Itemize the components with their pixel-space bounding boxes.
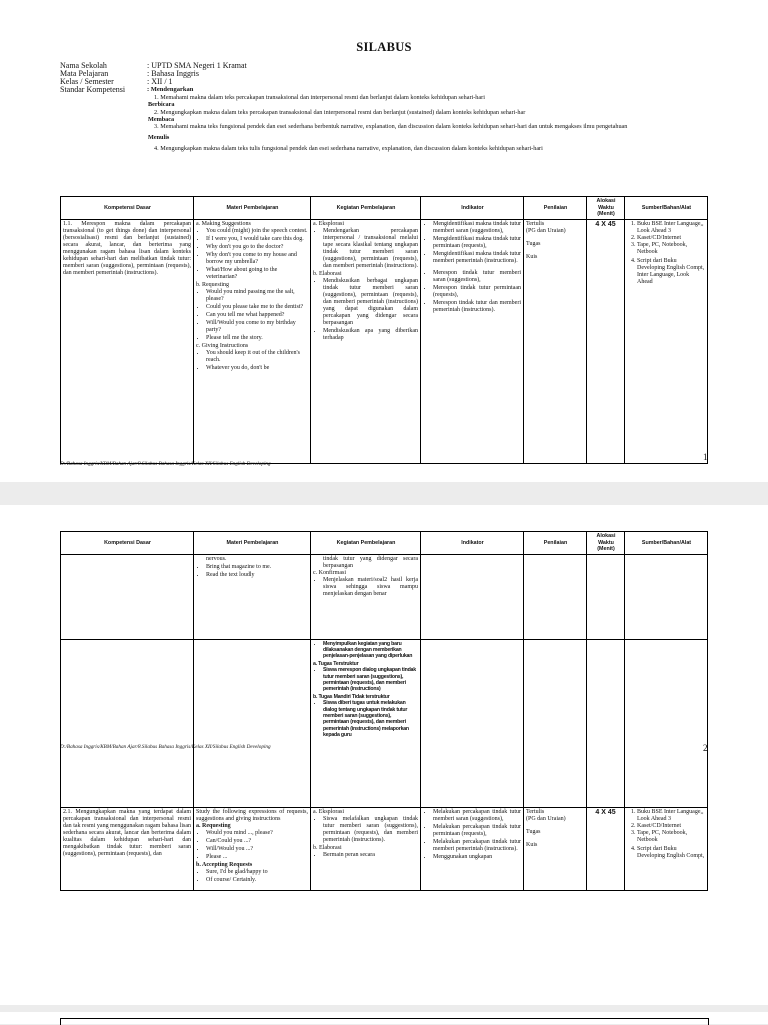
list-item: • Merespon tindak tutur permintaan (requests), [433, 285, 521, 299]
sk-heading-menulis: Menulis [148, 134, 170, 142]
cell-indikator [421, 807, 524, 890]
list-item: • Would you mind ..., please? [206, 830, 308, 837]
materi-intro: Study the following expressions of requests, suggestions and giving instructions [196, 808, 308, 822]
cell-kd [61, 554, 194, 639]
list-item: • Menyimpulkan kegiatan yang baru dilaksanakan dengan memberikan penjelasan-penjelasan yang diperlukan [323, 641, 418, 660]
list-item: • Read the text loudly [206, 572, 308, 579]
sk-heading-berbicara: Berbicara [148, 101, 175, 109]
list-item: • Mengidentifikasi makna tindak tutur memberi pemerintah (instructions). [433, 251, 521, 265]
list-item: • Merespon tindak tutur dan memberi pemerintah (instructions). [433, 300, 521, 314]
list-item: 4. Script dari Buku Developing English Compt, Inter Language, Look Ahead [637, 258, 705, 286]
list-item: 4. Script dari Buku Developing English Compt, [637, 846, 705, 860]
meta-value: : Mendengarkan [147, 86, 194, 93]
page-3 [0, 1012, 768, 1024]
page-number: 2 [703, 743, 708, 753]
list-item: • Mendiskusikan apa yang diberikan terhadap [323, 328, 418, 342]
page-footer: D:/Bahasa Inggris/KBM/Bahan Ajar/8.Silabus Bahasa Inggris/Kelas XII/Silabus English Developing [60, 744, 271, 750]
kegiatan-heading: a. Eksplorasi [313, 808, 344, 815]
sk-list [60, 94, 700, 152]
list-item: • Melakukan percakapan tindak tutur memberi pemerintah (instructions). [433, 839, 521, 853]
cell-indikator [421, 554, 524, 639]
materi-heading: b. Requesting [196, 281, 229, 288]
header-penilaian: Penilaian [526, 532, 584, 555]
meta-value: : XII / 1 [147, 77, 173, 86]
table-header [61, 197, 708, 220]
materi-heading: a. Making Suggestions [196, 220, 251, 227]
cell-kegiatan [311, 807, 421, 890]
kegiatan-text: tindak tutur yang didengar secara berpasangan [323, 555, 418, 569]
list-item: • Mendiskusikan berbagai ungkapan tindak tutur memberi saran (suggestions), permintaan (requests), dan memberi pemerintah (instructions) yang dapat digunakan dalam percakapan yang didengar secara berpasangan [323, 278, 418, 327]
meta-key: Nama Sekolah [60, 61, 107, 70]
list-item: • Mengidentifikasi makna tindak tutur memberi saran (suggestions), [433, 221, 521, 235]
list-item: • Bermain peran secara [323, 852, 418, 859]
header-alokasi: Alokasi Waktu (Menit) [588, 197, 623, 220]
list-item: 2. Kaset/CD/Internet [637, 235, 705, 242]
sk-heading-membaca: Membaca [148, 115, 175, 123]
list-item: 3. Tape, PC, Notebook, Netbook [637, 830, 705, 844]
meta-key: Kelas / Semester [60, 77, 114, 86]
cell-kegiatan [311, 639, 421, 807]
cell-indikator [421, 639, 524, 807]
sk-item-1: 1. Memahami makna dalam teks percakapan transaksional dan interpersonal resmi dan berlanjut dalam konteks kehidupan sehari-hari [154, 94, 485, 101]
cell-penilaian [524, 219, 587, 463]
header-sumber: Sumber/Bahan/Alat [628, 532, 704, 555]
penilaian-item: Tugas [526, 240, 541, 247]
page-1 [0, 0, 768, 482]
cell-penilaian [524, 639, 587, 807]
header-penilaian: Penilaian [526, 197, 584, 220]
cell-materi [194, 219, 311, 463]
list-item: • You could (might) join the speech contest. [206, 228, 308, 235]
table-header [61, 532, 708, 555]
cell-sumber [625, 639, 708, 807]
sk-item-2: 2. Mengungkapkan makna dalam teks percakapan transaksional dan interpersonal resmi dan berlanjut (sustained) dalam konteks kehidupan sehari-har [154, 108, 526, 116]
sk-item-3: 3. Memahami makna teks fungsional pendek dan esei sederhana berbentuk narrative, explanation, dan discussion dalam konteks kehidupan sehari-hari dan untuk mengakses ilmu pengetahuan [154, 123, 628, 131]
meta-key: Standar Kompetensi [60, 85, 126, 94]
page-number: 1 [703, 452, 708, 462]
header-alokasi: Alokasi Waktu (Menit) [588, 532, 623, 555]
header-materi: Materi Pembelajaran [198, 532, 306, 555]
penilaian-item: Kuis [526, 253, 538, 260]
list-item: • Merespon tindak tutur memberi saran (suggestions), [433, 270, 521, 284]
list-item: • Menjelaskan materi/soal2 hasil kerja siswa sehingga siswa mampu menjelaskan dengan benar [323, 577, 418, 598]
header-kegiatan: Kegiatan Pembelajaran [315, 532, 416, 555]
cell-kd: 1.1. Merespon makna dalam percakapan transaksional (to get things done) dan interpersonal (bersosialisasi) resmi dan berlanjut (sustained) secara akurat, lancar, dan berterima yang menggunakan ragam bahasa lisan dalam konteks kehidupan sehari-hari dan melibatkan tindak tutur: memberi saran (suggestions), permintaan (requests), dan memberi pemerintah (instructions). [61, 219, 194, 463]
penilaian-item: (PG dan Uraian) [526, 815, 566, 822]
list-item: • Please ... [206, 854, 308, 861]
list-item: • Melakukan percakapan tindak tutur memberi saran (suggestions), [433, 809, 521, 823]
list-item: • Will/Would you ...? [206, 846, 308, 853]
cell-materi [194, 807, 311, 890]
list-item: • Melakukan percakapan tindak tutur permintaan (requests), [433, 824, 521, 838]
penilaian-item: Tertulis [526, 220, 545, 227]
list-item: • Whatever you do, don't be [206, 365, 308, 372]
table-row [61, 639, 708, 807]
list-item: • Siswa diberi tugas untuk melakukan dialog tentang ungkapan tindak tutur memberi saran (suggestions), permintaan (requests), dan memberi pemerintah (instructions) melaporkan kepada guru [323, 700, 418, 738]
kegiatan-heading: a. Tugas Terstruktur [313, 660, 359, 667]
header-indikator: Indikator [425, 197, 520, 220]
header-materi: Materi Pembelajaran [198, 197, 306, 220]
meta-value: : Bahasa Inggris [147, 69, 199, 78]
list-item: 3. Tape, PC, Notebook, Netbook [637, 242, 705, 256]
cell-kd: 2.1. Mengungkapkan makna yang terdapat dalam percakapan transaksional dan interpersonal resmi dan tak resmi yang menggunakan ragam bahasa lisan sederhana secara akurat, lancar dan berterima dalam kualitas dalam kehidupan sehari-hari dan mengakibatkan tindak tutur: memberi saran (suggestions), permintaan (requests), dan [61, 807, 194, 890]
cell-penilaian [524, 807, 587, 890]
list-item: • Bring that magazine to me. [206, 564, 308, 571]
materi-heading: b. Accepting Requests [196, 861, 253, 868]
cell-sumber [625, 219, 708, 463]
list-item: nervous. [206, 555, 227, 562]
list-item: 2. Kaset/CD/Internet [637, 823, 705, 830]
meta-value: : UPTD SMA Negeri 1 Kramat [147, 61, 247, 70]
list-item: • Would you mind passing me the salt, please? [206, 289, 308, 303]
kegiatan-heading: b. Tugas Mandiri Tidak terstruktur [313, 693, 390, 700]
list-item: • Why don't you go to the doctor? [206, 244, 308, 251]
materi-heading: a. Requesting [196, 822, 231, 829]
list-item: • Of course/ Certainly. [206, 877, 308, 884]
cell-alokasi [587, 554, 625, 639]
kegiatan-heading: c. Konfirmasi [313, 569, 346, 576]
cell-sumber [625, 807, 708, 890]
identity-block [60, 62, 700, 152]
cell-materi [194, 639, 311, 807]
cell-materi [194, 554, 311, 639]
list-item: • You should keep it out of the children's reach. [206, 350, 308, 364]
list-item: • Can you tell me what happened? [206, 312, 308, 319]
cell-kegiatan [311, 219, 421, 463]
cell-kd [61, 639, 194, 807]
cell-alokasi: 4 X 45 [587, 807, 625, 890]
list-item: 1. Buku BSE Inter Language,, Look Ahead 3 [637, 809, 705, 823]
list-item: • Will/Would you come to my birthday party? [206, 320, 308, 334]
header-kegiatan: Kegiatan Pembelajaran [315, 197, 416, 220]
header-indikator: Indikator [425, 532, 520, 555]
penilaian-item: Tugas [526, 828, 541, 835]
cell-kegiatan [311, 554, 421, 639]
list-item: 1. Buku BSE Inter Language,, Look Ahead 3 [637, 221, 705, 235]
syllabus-table-continued [60, 531, 708, 891]
list-item: • Siswa merespon dialog ungkapan tindak tutur memberi saran (suggestions), permintaan (requests), dan memberi pemerintah (instructions) [323, 667, 418, 693]
header-kd: Kompetensi Dasar [66, 197, 188, 220]
kegiatan-heading: b. Elaborasi [313, 844, 342, 851]
list-item: • If I were you, I would take care this dog. [206, 236, 308, 243]
list-item: • What/How about going to the veterinarian? [206, 267, 308, 281]
syllabus-table [60, 196, 708, 464]
cell-alokasi: 4 X 45 [587, 219, 625, 463]
list-item: • Menggunakan ungkapan [433, 854, 521, 861]
cell-penilaian [524, 554, 587, 639]
list-item: • Siswa melafalkan ungkapan tindak tutur memberi saran (suggestions), permintaan (requests), dan memberi pemerintah (instructions). [323, 816, 418, 844]
list-item: • Could you please take me to the dentist? [206, 304, 308, 311]
cell-indikator [421, 219, 524, 463]
cell-sumber [625, 554, 708, 639]
kegiatan-heading: a. Eksplorasi [313, 220, 344, 227]
meta-key: Mata Pelajaran [60, 69, 109, 78]
list-item: • Mengidentifikasi makna tindak tutur permintaan (requests), [433, 236, 521, 250]
sk-item-4: 4. Mengungkapkan makna dalam teks tulis fungsional pendek dan esei sederhana narrative, explanation, dan discussion dalam konteks kehidupan sehari-hari [154, 144, 543, 152]
cell-alokasi [587, 639, 625, 807]
penilaian-item: Tertulis [526, 808, 545, 815]
penilaian-item: Kuis [526, 841, 538, 848]
header-sumber: Sumber/Bahan/Alat [628, 197, 704, 220]
kegiatan-heading: b. Elaborasi [313, 270, 342, 277]
list-item: • Mendengarkan percakapan interpersonal / transaksional melalui tape secara klasikal tentang ungkapan tindak tutur memberi saran (suggestions), permintaan (requests), dan memberi pemerintah (instructions). [323, 228, 418, 270]
penilaian-item: (PG dan Uraian) [526, 227, 566, 234]
list-item: • Sure, I'd be glad/happy to [206, 869, 308, 876]
header-kd: Kompetensi Dasar [66, 532, 188, 555]
list-item: • Can/Could you ...? [206, 838, 308, 845]
table-row [61, 554, 708, 639]
table-row [61, 807, 708, 890]
materi-heading: c. Giving Instructions [196, 342, 249, 349]
list-item: • Please tell me the story. [206, 335, 308, 342]
table-row [61, 219, 708, 463]
list-item: • Why don't you come to my house and borrow my umbrella? [206, 252, 308, 266]
document-title: SILABUS [356, 40, 412, 54]
page-footer: D:/Bahasa Inggris/KBM/Bahan Ajar/8.Silabus Bahasa Inggris/Kelas XII/Silabus English Developing [60, 461, 271, 467]
